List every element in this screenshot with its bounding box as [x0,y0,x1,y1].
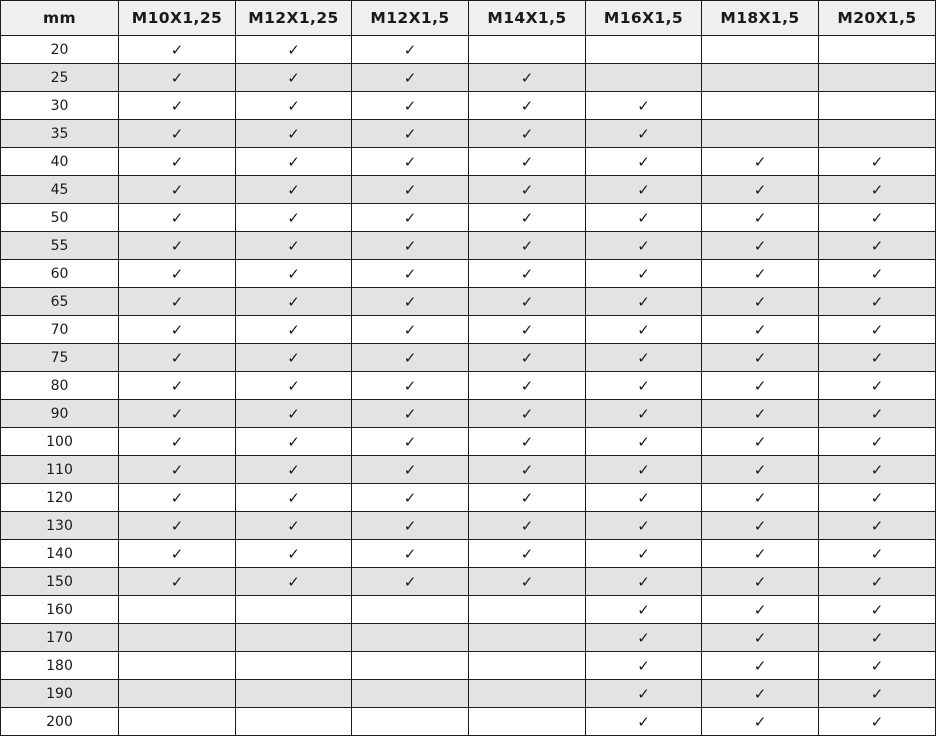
table-row [1,232,936,260]
empty-cell [469,652,586,680]
mm-cell: 120 [1,484,119,512]
check-icon: ✓ [352,260,469,288]
check-icon: ✓ [119,204,236,232]
check-icon: ✓ [702,344,819,372]
check-icon: ✓ [236,288,352,316]
check-icon: ✓ [586,400,702,428]
check-icon: ✓ [586,624,702,652]
check-icon: ✓ [702,512,819,540]
empty-cell [236,680,352,708]
empty-cell [236,596,352,624]
empty-cell [819,64,936,92]
check-icon: ✓ [469,288,586,316]
check-icon: ✓ [586,428,702,456]
check-icon: ✓ [352,456,469,484]
check-icon: ✓ [119,64,236,92]
mm-cell: 30 [1,92,119,120]
table-row [1,624,936,652]
check-icon: ✓ [819,624,936,652]
table-row [1,260,936,288]
table-row [1,92,936,120]
check-icon: ✓ [702,176,819,204]
check-icon: ✓ [236,568,352,596]
table-row [1,428,936,456]
mm-cell: 140 [1,540,119,568]
empty-cell [352,624,469,652]
check-icon: ✓ [586,680,702,708]
check-icon: ✓ [819,484,936,512]
table-row [1,372,936,400]
check-icon: ✓ [702,456,819,484]
check-icon: ✓ [469,428,586,456]
table-row [1,176,936,204]
mm-cell: 65 [1,288,119,316]
header-col: M14X1,5 [469,1,586,36]
check-icon: ✓ [819,400,936,428]
table-row [1,64,936,92]
check-icon: ✓ [469,484,586,512]
header-col: M20X1,5 [819,1,936,36]
check-icon: ✓ [352,288,469,316]
empty-cell [819,36,936,64]
check-icon: ✓ [236,456,352,484]
check-icon: ✓ [586,120,702,148]
check-icon: ✓ [469,344,586,372]
mm-cell: 130 [1,512,119,540]
check-icon: ✓ [702,400,819,428]
table-row [1,708,936,736]
empty-cell [119,680,236,708]
table-row [1,680,936,708]
check-icon: ✓ [819,288,936,316]
check-icon: ✓ [586,540,702,568]
check-icon: ✓ [352,400,469,428]
check-icon: ✓ [352,568,469,596]
table-row [1,344,936,372]
empty-cell [119,708,236,736]
empty-cell [352,680,469,708]
empty-cell [352,596,469,624]
check-icon: ✓ [236,372,352,400]
check-icon: ✓ [819,372,936,400]
empty-cell [586,36,702,64]
check-icon: ✓ [819,456,936,484]
check-icon: ✓ [352,204,469,232]
check-icon: ✓ [586,344,702,372]
check-icon: ✓ [702,372,819,400]
check-icon: ✓ [119,288,236,316]
check-icon: ✓ [586,316,702,344]
mm-cell: 90 [1,400,119,428]
check-icon: ✓ [236,512,352,540]
check-icon: ✓ [702,148,819,176]
table-row [1,484,936,512]
empty-cell [819,92,936,120]
check-icon: ✓ [819,512,936,540]
mm-cell: 40 [1,148,119,176]
check-icon: ✓ [819,596,936,624]
check-icon: ✓ [236,92,352,120]
table-header [1,1,936,36]
empty-cell [119,624,236,652]
check-icon: ✓ [586,92,702,120]
mm-cell: 75 [1,344,119,372]
check-icon: ✓ [702,708,819,736]
check-icon: ✓ [469,456,586,484]
check-icon: ✓ [469,372,586,400]
table-row [1,540,936,568]
check-icon: ✓ [702,428,819,456]
empty-cell [119,596,236,624]
mm-cell: 35 [1,120,119,148]
check-icon: ✓ [469,204,586,232]
empty-cell [469,708,586,736]
mm-cell: 200 [1,708,119,736]
table-row [1,652,936,680]
check-icon: ✓ [119,232,236,260]
empty-cell [586,64,702,92]
mm-cell: 25 [1,64,119,92]
mm-cell: 150 [1,568,119,596]
check-icon: ✓ [702,260,819,288]
check-icon: ✓ [586,148,702,176]
mm-cell: 190 [1,680,119,708]
check-icon: ✓ [119,92,236,120]
check-icon: ✓ [702,540,819,568]
check-icon: ✓ [819,232,936,260]
empty-cell [702,36,819,64]
check-icon: ✓ [586,484,702,512]
check-icon: ✓ [819,540,936,568]
header-mm: mm [1,1,119,36]
check-icon: ✓ [236,232,352,260]
header-col: M16X1,5 [586,1,702,36]
mm-cell: 180 [1,652,119,680]
header-col: M12X1,5 [352,1,469,36]
empty-cell [236,708,352,736]
check-icon: ✓ [702,568,819,596]
mm-cell: 20 [1,36,119,64]
mm-cell: 55 [1,232,119,260]
check-icon: ✓ [819,344,936,372]
table-row [1,456,936,484]
check-icon: ✓ [236,400,352,428]
check-icon: ✓ [586,260,702,288]
check-icon: ✓ [352,36,469,64]
check-icon: ✓ [702,484,819,512]
empty-cell [702,92,819,120]
table-row [1,316,936,344]
check-icon: ✓ [469,120,586,148]
header-col: M12X1,25 [236,1,352,36]
empty-cell [469,596,586,624]
check-icon: ✓ [352,92,469,120]
empty-cell [352,708,469,736]
mm-cell: 160 [1,596,119,624]
check-icon: ✓ [236,316,352,344]
check-icon: ✓ [586,708,702,736]
check-icon: ✓ [586,288,702,316]
empty-cell [352,652,469,680]
check-icon: ✓ [119,260,236,288]
header-col: M18X1,5 [702,1,819,36]
mm-cell: 80 [1,372,119,400]
empty-cell [236,652,352,680]
check-icon: ✓ [469,148,586,176]
empty-cell [702,120,819,148]
table-row [1,36,936,64]
check-icon: ✓ [702,652,819,680]
check-icon: ✓ [236,204,352,232]
table-row [1,120,936,148]
check-icon: ✓ [119,148,236,176]
check-icon: ✓ [819,680,936,708]
table-row [1,512,936,540]
check-icon: ✓ [352,344,469,372]
check-icon: ✓ [469,540,586,568]
check-icon: ✓ [469,64,586,92]
check-icon: ✓ [236,260,352,288]
check-icon: ✓ [702,624,819,652]
check-icon: ✓ [119,512,236,540]
check-icon: ✓ [119,456,236,484]
mm-cell: 70 [1,316,119,344]
check-icon: ✓ [702,232,819,260]
empty-cell [469,624,586,652]
check-icon: ✓ [819,148,936,176]
check-icon: ✓ [469,176,586,204]
table-row [1,204,936,232]
check-icon: ✓ [119,120,236,148]
table-row [1,400,936,428]
check-icon: ✓ [702,288,819,316]
header-row [1,1,936,36]
check-icon: ✓ [119,400,236,428]
mm-cell: 60 [1,260,119,288]
check-icon: ✓ [469,568,586,596]
check-icon: ✓ [586,232,702,260]
check-icon: ✓ [586,176,702,204]
check-icon: ✓ [352,512,469,540]
check-icon: ✓ [236,36,352,64]
check-icon: ✓ [352,64,469,92]
check-icon: ✓ [702,596,819,624]
check-icon: ✓ [236,428,352,456]
check-icon: ✓ [236,148,352,176]
check-icon: ✓ [236,176,352,204]
check-icon: ✓ [119,484,236,512]
check-icon: ✓ [469,400,586,428]
empty-cell [236,624,352,652]
check-icon: ✓ [469,232,586,260]
check-icon: ✓ [586,456,702,484]
table-body [1,36,936,736]
check-icon: ✓ [236,64,352,92]
check-icon: ✓ [236,120,352,148]
check-icon: ✓ [352,148,469,176]
check-icon: ✓ [119,568,236,596]
table-row [1,568,936,596]
check-icon: ✓ [352,484,469,512]
check-icon: ✓ [819,652,936,680]
check-icon: ✓ [119,316,236,344]
check-icon: ✓ [586,568,702,596]
check-icon: ✓ [352,372,469,400]
check-icon: ✓ [119,344,236,372]
check-icon: ✓ [352,428,469,456]
header-col: M10X1,25 [119,1,236,36]
check-icon: ✓ [586,596,702,624]
check-icon: ✓ [236,540,352,568]
empty-cell [702,64,819,92]
check-icon: ✓ [819,204,936,232]
check-icon: ✓ [469,316,586,344]
empty-cell [819,120,936,148]
check-icon: ✓ [819,428,936,456]
check-icon: ✓ [819,568,936,596]
check-icon: ✓ [586,512,702,540]
check-icon: ✓ [119,428,236,456]
check-icon: ✓ [352,176,469,204]
check-icon: ✓ [352,316,469,344]
check-icon: ✓ [119,372,236,400]
check-icon: ✓ [352,232,469,260]
table-row [1,148,936,176]
check-icon: ✓ [352,540,469,568]
check-icon: ✓ [819,708,936,736]
check-icon: ✓ [236,344,352,372]
empty-cell [119,652,236,680]
check-icon: ✓ [702,316,819,344]
empty-cell [469,36,586,64]
check-icon: ✓ [586,652,702,680]
check-icon: ✓ [236,484,352,512]
table-row [1,288,936,316]
mm-cell: 110 [1,456,119,484]
check-icon: ✓ [819,316,936,344]
table-row [1,596,936,624]
empty-cell [469,680,586,708]
mm-cell: 170 [1,624,119,652]
check-icon: ✓ [586,372,702,400]
check-icon: ✓ [819,260,936,288]
check-icon: ✓ [469,260,586,288]
check-icon: ✓ [119,36,236,64]
check-icon: ✓ [469,512,586,540]
check-icon: ✓ [702,680,819,708]
check-icon: ✓ [352,120,469,148]
check-icon: ✓ [702,204,819,232]
check-icon: ✓ [469,92,586,120]
check-icon: ✓ [586,204,702,232]
mm-cell: 100 [1,428,119,456]
check-icon: ✓ [819,176,936,204]
check-icon: ✓ [119,176,236,204]
mm-cell: 50 [1,204,119,232]
check-icon: ✓ [119,540,236,568]
mm-cell: 45 [1,176,119,204]
